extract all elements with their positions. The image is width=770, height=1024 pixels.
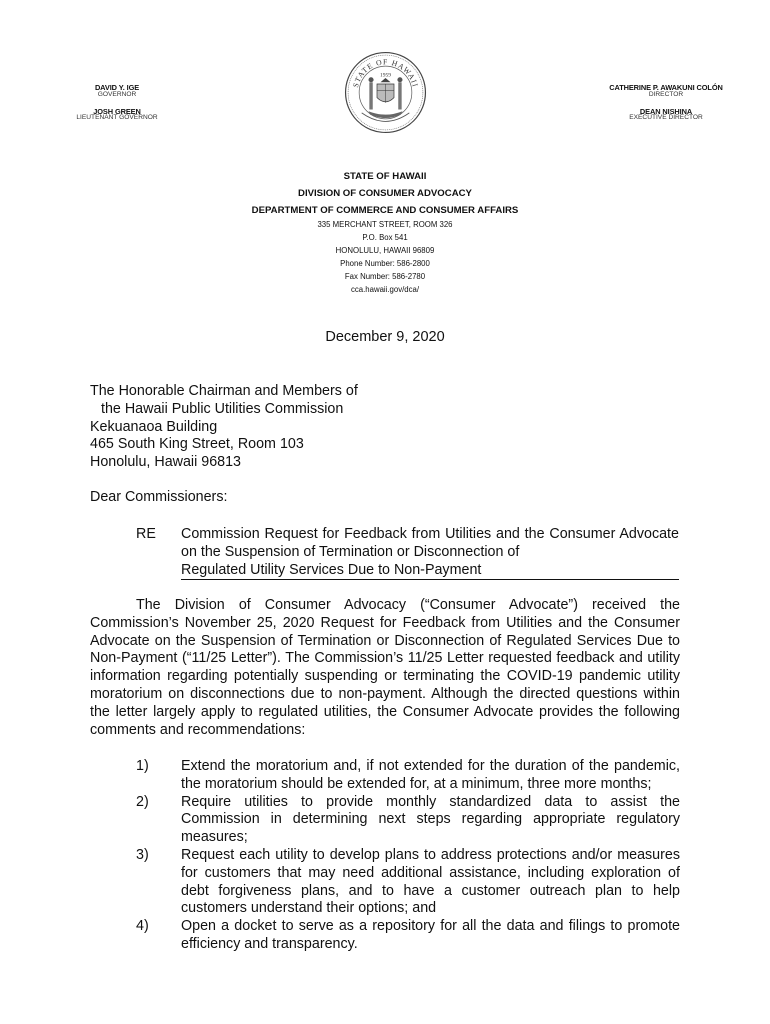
- agency-division: DIVISION OF CONSUMER ADVOCACY: [298, 188, 472, 199]
- agency-fax: Fax Number: 586-2780: [344, 271, 426, 281]
- list-text: Extend the moratorium and, if not extended for the duration of the pandemic, the moratorium should be extended for, at a minimum, three more months;: [181, 758, 680, 792]
- seal-year: 1959: [379, 72, 392, 79]
- list-number: 4): [136, 918, 149, 935]
- agency-letterhead: [150, 168, 620, 296]
- agency-phone: Phone Number: 586-2800: [340, 258, 430, 268]
- list-item: [90, 847, 680, 918]
- seal-text: STATE OF HAWAII: [350, 57, 421, 89]
- salutation: Dear Commissioners:: [90, 489, 228, 505]
- lt-governor-title: LIEUTENANT GOVERNOR: [76, 114, 158, 122]
- state-seal-icon: [343, 50, 428, 135]
- body-paragraph: The Division of Consumer Advocacy (“Consumer Advocate”) received the Commission’s November 25, 2020 Request for Feedback from Utilities and the Consumer Advocate on the Suspension of Termination or Disconnection of Regulated Services Due to Non-Payment (“11/25 Letter”). The Commission’s 11/25 Letter requested feedback and utility information regarding potentially suspending or terminating the COVID-19 pandemic utility moratorium on disconnections due to non-payment. Although the directed questions within the letter largely apply to regulated utilities, the Consumer Advocate provides the following comments and recommendations:: [90, 597, 680, 738]
- list-number: 2): [136, 793, 149, 810]
- agency-department: DEPARTMENT OF COMMERCE AND CONSUMER AFFAIRS: [251, 205, 519, 216]
- re-subject-underlined: Regulated Utility Services Due to Non-Payment: [181, 562, 679, 581]
- executive-director-name: DEAN NISHINA: [639, 106, 693, 116]
- address-line: Honolulu, Hawaii 96813: [90, 454, 242, 471]
- agency-website-link[interactable]: cca.hawaii.gov/dca/: [350, 284, 420, 294]
- list-item: [90, 918, 680, 954]
- address-line: the Hawaii Public Utilities Commission: [101, 400, 344, 417]
- address-line: 465 South King Street, Room 103: [90, 436, 304, 453]
- agency-street: 335 MERCHANT STREET, ROOM 326: [317, 220, 453, 229]
- director-name: CATHERINE P. AWAKUNI COLÓN: [609, 83, 723, 92]
- list-number: 3): [136, 846, 149, 863]
- executive-director-title: EXECUTIVE DIRECTOR: [629, 114, 703, 122]
- list-text: Request each utility to develop plans to address protections and/or measures for customers that may need additional assistance, including exploration of debt forgiveness plans, and to have a customer outreach plan to help customers understand their options; and: [181, 846, 680, 917]
- agency-state: STATE OF HAWAII: [343, 171, 427, 182]
- list-text: Require utilities to provide monthly standardized data to assist the Commission in determining next steps regarding appropriate regulatory measures;: [181, 793, 680, 846]
- governor-block: [62, 84, 172, 122]
- address-line: Kekuanaoa Building: [90, 418, 218, 435]
- re-subject-text: Commission Request for Feedback from Utilities and the Consumer Advocate on the Suspension of Termination or Disconnection of: [181, 526, 679, 560]
- recommendations-list: [90, 758, 680, 954]
- letter-date: December 9, 2020: [325, 329, 445, 345]
- list-text: Open a docket to serve as a repository for all the data and filings to promote efficiency and transparency.: [181, 918, 680, 952]
- list-item: [90, 794, 680, 847]
- agency-po-box: P.O. Box 541: [362, 232, 408, 242]
- lt-governor-name: JOSH GREEN: [93, 106, 141, 116]
- list-item: [90, 758, 680, 794]
- re-subject: [181, 526, 679, 580]
- recipient-address: [90, 383, 358, 472]
- governor-title: GOVERNOR: [97, 90, 137, 98]
- director-block: [596, 84, 736, 122]
- director-title: DIRECTOR: [648, 90, 684, 98]
- governor-name: DAVID Y. IGE: [94, 83, 140, 92]
- agency-city: HONOLULU, HAWAII 96809: [335, 245, 435, 255]
- list-number: 1): [136, 758, 149, 774]
- re-label: RE: [136, 526, 156, 542]
- address-line: The Honorable Chairman and Members of: [90, 383, 358, 399]
